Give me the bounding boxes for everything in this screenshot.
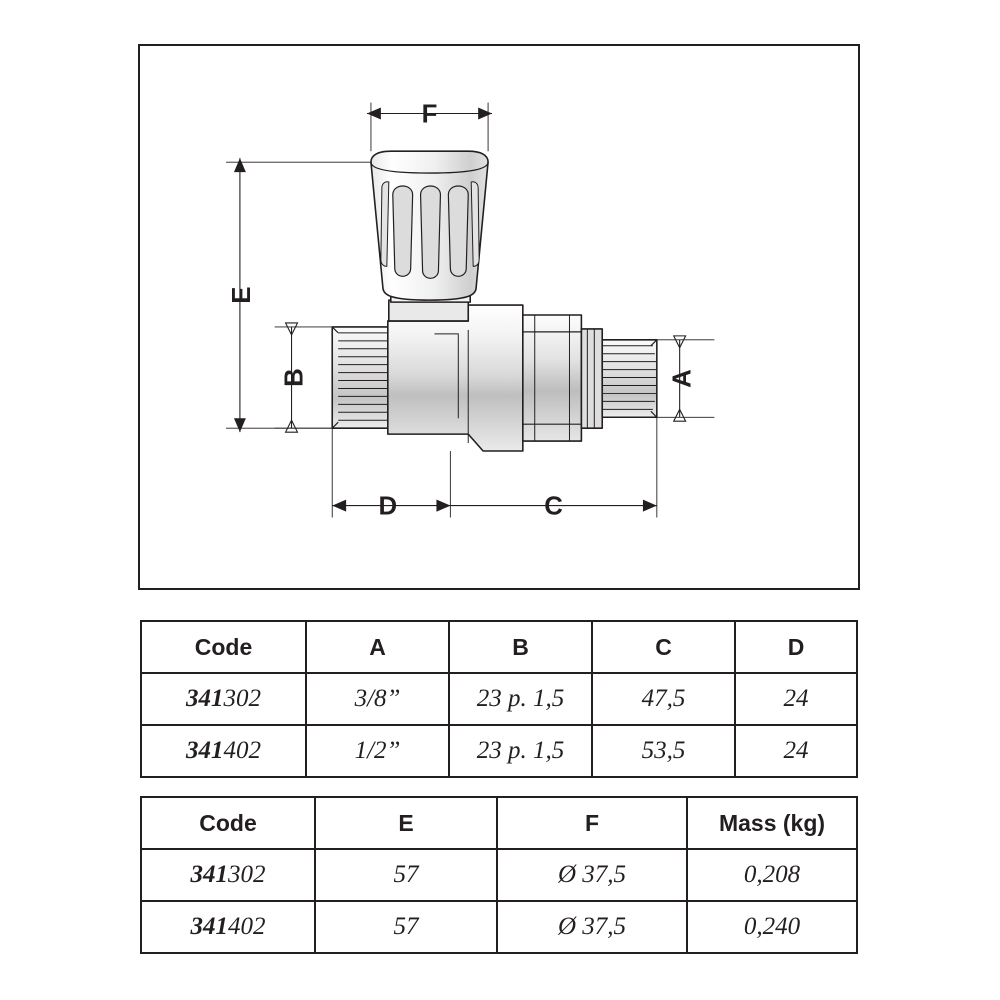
table-row (141, 901, 857, 953)
cell-f: Ø 37,5 (497, 901, 687, 953)
column-header-code: Code (141, 797, 315, 849)
column-header-b: B (449, 621, 592, 673)
table-row (141, 849, 857, 901)
column-header-a: A (306, 621, 449, 673)
cell-d: 24 (735, 725, 857, 777)
valve-drawing-svg (140, 46, 858, 588)
cell-code (141, 901, 315, 953)
cell-e: 57 (315, 849, 497, 901)
column-header-code: Code (141, 621, 306, 673)
cell-code (141, 849, 315, 901)
dimension-label-F: F (421, 100, 438, 129)
cell-code (141, 673, 306, 725)
left-thread-connection (332, 327, 388, 428)
code-prefix: 341 (186, 737, 224, 764)
column-header-e: E (315, 797, 497, 849)
column-header-d: D (735, 621, 857, 673)
dimension-label-E: E (227, 286, 256, 304)
dimensions-table-secondary (140, 796, 858, 954)
code-suffix: 302 (228, 861, 266, 888)
cell-e: 57 (315, 901, 497, 953)
cell-a: 3/8” (306, 673, 449, 725)
dimensions-table-primary (140, 620, 858, 778)
cell-code (141, 725, 306, 777)
cell-b: 23 p. 1,5 (449, 725, 592, 777)
dimension-label-B: B (280, 368, 309, 387)
cell-f: Ø 37,5 (497, 849, 687, 901)
cell-c: 53,5 (592, 725, 735, 777)
right-thread-connection (602, 340, 657, 417)
dimension-label-D: D (378, 492, 398, 521)
code-suffix: 302 (223, 685, 261, 712)
dimension-label-C: C (544, 492, 563, 521)
cell-b: 23 p. 1,5 (449, 673, 592, 725)
table-row (141, 673, 857, 725)
code-prefix: 341 (190, 861, 228, 888)
right-union-collar (581, 329, 602, 428)
cell-c: 47,5 (592, 673, 735, 725)
cell-mass: 0,240 (687, 901, 857, 953)
code-suffix: 402 (223, 737, 261, 764)
cell-mass: 0,208 (687, 849, 857, 901)
dimension-F (367, 100, 492, 151)
valve-body (388, 305, 523, 451)
code-prefix: 341 (186, 685, 224, 712)
dimension-A (657, 336, 715, 421)
dimension-label-A: A (668, 369, 697, 388)
column-header-mass: Mass (kg) (687, 797, 857, 849)
table-header-row (141, 797, 857, 849)
table-row (141, 725, 857, 777)
hex-nut (523, 315, 582, 441)
valve-handwheel (371, 151, 488, 300)
table-header-row (141, 621, 857, 673)
code-suffix: 402 (228, 913, 266, 940)
cell-d: 24 (735, 673, 857, 725)
dimension-B (275, 323, 333, 432)
cell-a: 1/2” (306, 725, 449, 777)
dimension-D (332, 428, 450, 520)
column-header-c: C (592, 621, 735, 673)
technical-drawing-panel (138, 44, 860, 590)
code-prefix: 341 (190, 913, 228, 940)
valve-illustration (332, 151, 657, 451)
column-header-f: F (497, 797, 687, 849)
